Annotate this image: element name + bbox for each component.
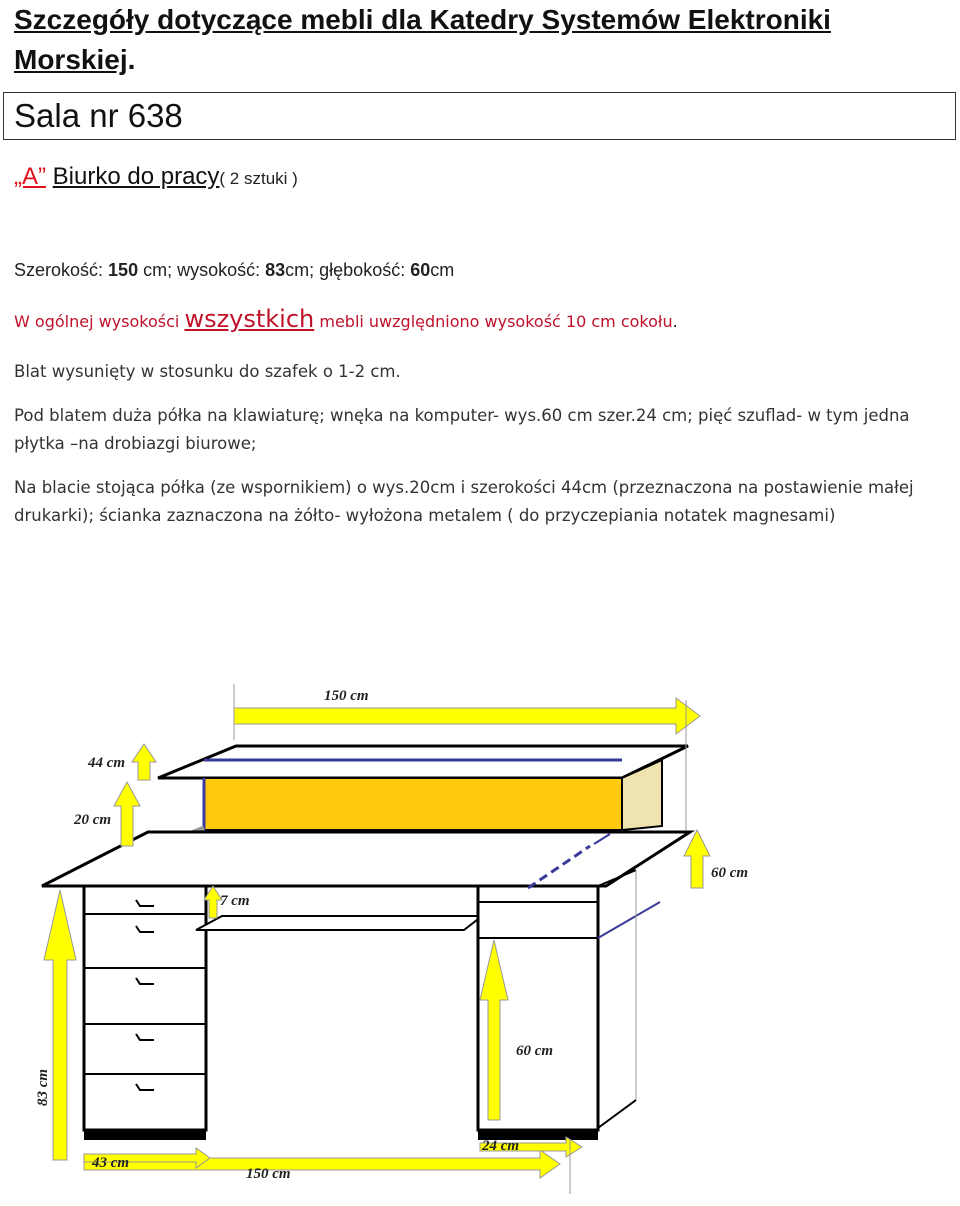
plinth-note-after: mebli uwzględniono wysokość 10 cm cokołu xyxy=(314,312,673,331)
arrow-depth xyxy=(684,830,710,888)
label-depth: 60 cm xyxy=(711,865,749,881)
paragraph-top-shelf: Na blacie stojąca półka (ze wspornikiem) o wys.20cm i szerokości 44cm (przeznaczona na postawienie małej drukarki); ścianka zaznaczona na żółto- wyłożona metalem ( do przyczepiania notatek magnesami) xyxy=(14,478,914,525)
shelf-top-board xyxy=(158,746,688,778)
label-niche-height: 60 cm xyxy=(516,1043,554,1059)
label-bottom-width: 150 cm xyxy=(246,1166,291,1182)
label-shelf-height-total: 44 cm xyxy=(88,755,126,771)
dim-width-value: 150 xyxy=(108,260,139,280)
left-cabinet xyxy=(84,886,206,1130)
dim-height-value: 83 xyxy=(265,260,286,280)
room-box xyxy=(3,92,956,140)
desk-diagram xyxy=(0,660,960,1206)
plinth-note xyxy=(14,305,678,333)
item-heading xyxy=(14,163,298,191)
dimensions-line xyxy=(14,260,454,281)
arrow-height xyxy=(44,890,76,1160)
dim-width-unit: cm; wysokość: xyxy=(138,260,266,280)
paragraph-desk-top: Blat wysunięty w stosunku do szafek o 1-2 cm. xyxy=(14,362,401,381)
item-quantity: ( 2 sztuki ) xyxy=(219,169,298,188)
label-drawers-width: 43 cm xyxy=(92,1155,130,1171)
label-shelf-height: 20 cm xyxy=(74,812,112,828)
niche-back-edge xyxy=(598,902,660,938)
paragraph-under-desk: Pod blatem duża półka na klawiaturę; wnęka na komputer- wys.60 cm szer.24 cm; pięć szuflad- w tym jedna płytka –na drobiazgi biurowe; xyxy=(14,406,910,453)
item-name: Biurko do pracy xyxy=(52,163,220,190)
arrow-top-width xyxy=(234,698,700,734)
dim-depth-value: 60 xyxy=(410,260,431,280)
title-punct: . xyxy=(127,44,136,75)
label-top-width: 150 cm xyxy=(324,688,369,704)
dim-width-label: Szerokość: xyxy=(14,260,109,280)
label-keyboard: 7 cm xyxy=(220,893,250,909)
desk-top xyxy=(42,832,690,886)
arrow-shelf-44 xyxy=(132,744,156,780)
dim-depth-unit: cm xyxy=(430,260,455,280)
plinth-note-before: W ogólnej wysokości xyxy=(14,312,185,331)
dim-height-unit: cm; głębokość: xyxy=(285,260,411,280)
label-niche-width: 24 cm xyxy=(482,1138,520,1154)
plinth-note-emphasis: wszystkich xyxy=(184,305,315,333)
document-title xyxy=(14,0,944,80)
label-height: 83 cm xyxy=(35,1068,51,1106)
room-title: Sala nr 638 xyxy=(14,97,183,134)
plinth-note-end: . xyxy=(672,312,678,331)
document-title-text: Szczegóły dotyczące mebli dla Katedry Systemów Elektroniki Morskiej xyxy=(14,4,831,75)
shelf-metal-wall xyxy=(204,778,622,830)
keyboard-tray xyxy=(196,916,482,930)
item-letter: „A” xyxy=(14,163,46,190)
